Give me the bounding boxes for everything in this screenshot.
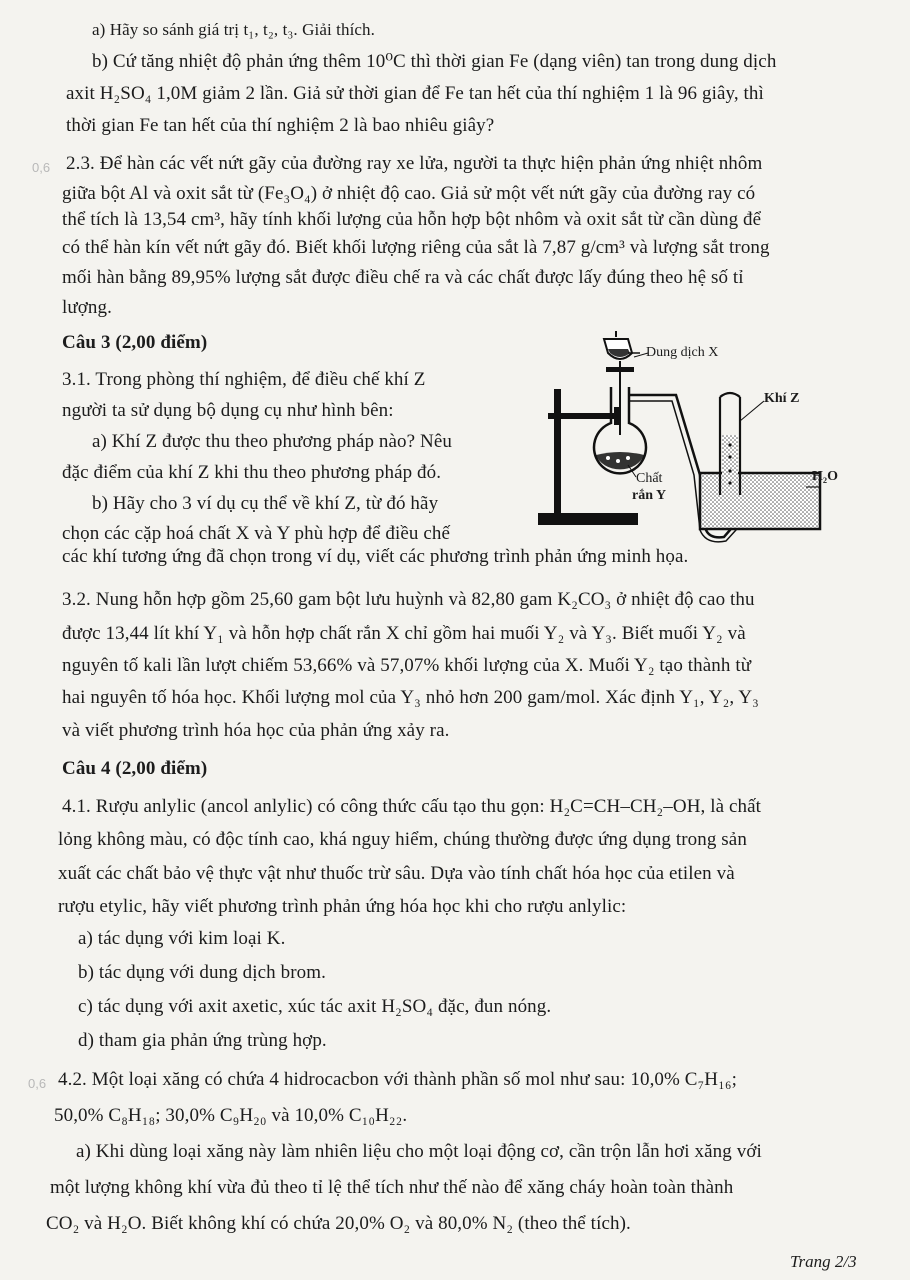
text-line: a) Khi dùng loại xăng này làm nhiên liệu cho một loại động cơ, cần trộn lẫn hơi xăng với — [76, 1141, 762, 1162]
text-line: c) tác dụng với axit axetic, xúc tác axit H₂SO₄ đặc, đun nóng. — [78, 996, 552, 1017]
text-line: giữa bột Al và oxit sắt từ (Fe₃O₄) ở nhiệt độ cao. Giả sử một vết nứt gãy của đường ray có — [62, 183, 756, 204]
text-line: b) tác dụng với dung dịch brom. — [78, 962, 326, 983]
text-line: đặc điểm của khí Z khi thu theo phương pháp đó. — [62, 462, 442, 483]
inverted-test-tube — [720, 393, 740, 495]
text-line: một lượng không khí vừa đủ theo tỉ lệ thể tích như thế nào để xăng cháy hoàn toàn thành — [50, 1177, 734, 1198]
water-trough — [700, 473, 820, 529]
section-heading: Câu 4 (2,00 điểm) — [62, 758, 208, 779]
text-line: được 13,44 lít khí Y₁ và hỗn hợp chất rắn X chỉ gồm hai muối Y₂ và Y₃. Biết muối Y₂ và — [62, 623, 746, 644]
section-heading: Câu 3 (2,00 điểm) — [62, 332, 208, 353]
text-line: b) Hãy cho 3 ví dụ cụ thể về khí Z, từ đó hãy — [92, 493, 439, 514]
text-line: rượu etylic, hãy viết phương trình phản ứng hóa học khi cho rượu anlylic: — [58, 896, 627, 917]
text-line: người ta sử dụng bộ dụng cụ như hình bên: — [62, 400, 394, 421]
text-line: 50,0% C₈H₁₈; 30,0% C₉H₂₀ và 10,0% C₁₀H₂₂. — [54, 1105, 408, 1126]
text-line: xuất các chất bảo vệ thực vật như thuốc trừ sâu. Dựa vào tính chất hóa học của etilen và — [58, 863, 735, 884]
text-line: a) Hãy so sánh giá trị t₁, t₂, t₃. Giải thích. — [92, 20, 375, 39]
text-line: 3.2. Nung hỗn hợp gồm 25,60 gam bột lưu huỳnh và 82,80 gam K₂CO₃ ở nhiệt độ cao thu — [62, 589, 755, 610]
page-number: Trang 2/3 — [790, 1252, 857, 1271]
label-solution-x: Dung dịch X — [646, 345, 719, 360]
text-line: a) tác dụng với kim loại K. — [78, 928, 286, 949]
label-solid-y-line2: rắn Y — [632, 488, 667, 503]
text-line: a) Khí Z được thu theo phương pháp nào? Nêu — [92, 431, 452, 452]
text-line: mối hàn bằng 89,95% lượng sắt được điều chế ra và các chất được lấy đúng theo hệ số tỉ — [62, 267, 744, 288]
text-line: 3.1. Trong phòng thí nghiệm, để điều chế khí Z — [62, 369, 426, 390]
label-water: H₂O — [812, 469, 838, 484]
text-line: axit H₂SO₄ 1,0M giảm 2 lần. Giả sử thời gian để Fe tan hết của thí nghiệm 1 là 96 giây, thì — [66, 83, 764, 104]
margin-mark: 0,6 — [28, 1076, 47, 1091]
text-line: thời gian Fe tan hết của thí nghiệm 2 là bao nhiêu giây? — [66, 115, 495, 136]
text-line: lỏng không màu, có độc tính cao, khá nguy hiểm, chúng thường được ứng dụng trong sản — [58, 829, 747, 850]
text-line: và viết phương trình hóa học của phản ứng xảy ra. — [62, 720, 450, 741]
clamp-arm — [548, 413, 620, 419]
text-line: CO₂ và H₂O. Biết không khí có chứa 20,0% O₂ và 80,0% N₂ (theo thể tích). — [46, 1213, 631, 1234]
text-line: 4.1. Rượu anlylic (ancol anlylic) có công thức cấu tạo thu gọn: H₂C=CH–CH₂–OH, là chất — [62, 796, 762, 817]
text-line: b) Cứ tăng nhiệt độ phản ứng thêm 10⁰C thì thời gian Fe (dạng viên) tan trong dung dịch — [92, 51, 777, 72]
gas-collection-apparatus-figure — [528, 325, 858, 547]
margin-mark: 0,6 — [32, 160, 51, 175]
stand-rod — [554, 389, 561, 515]
text-line: có thể hàn kín vết nứt gãy đó. Biết khối lượng riêng của sắt là 7,87 g/cm³ và lượng sắt trong — [62, 237, 770, 258]
dropping-funnel — [604, 331, 640, 435]
text-line: lượng. — [62, 297, 112, 318]
text-line: chọn các cặp hoá chất X và Y phù hợp để điều chế — [62, 523, 451, 544]
text-line: nguyên tố kali lần lượt chiếm 53,66% và 57,07% khối lượng của X. Muối Y₂ tạo thành từ — [62, 655, 752, 676]
text-line: d) tham gia phản ứng trùng hợp. — [78, 1030, 327, 1051]
text-line: các khí tương ứng đã chọn trong ví dụ, viết các phương trình phản ứng minh họa. — [62, 546, 689, 567]
stand-base — [538, 513, 638, 525]
label-gas-z: Khí Z — [764, 391, 800, 406]
label-solid-y-line1: Chất — [636, 471, 663, 486]
text-line: 4.2. Một loại xăng có chứa 4 hidrocacbon với thành phần số mol như sau: 10,0% C₇H₁₆; — [58, 1069, 737, 1090]
text-line: 2.3. Để hàn các vết nứt gãy của đường ray xe lửa, người ta thực hiện phản ứng nhiệt nhôm — [66, 153, 763, 174]
text-line: thể tích là 13,54 cm³, hãy tính khối lượng của hỗn hợp bột nhôm và oxit sắt từ cần dùng để — [62, 209, 762, 230]
text-line: hai nguyên tố hóa học. Khối lượng mol của Y₃ nhỏ hơn 200 gam/mol. Xác định Y₁, Y₂, Y₃ — [62, 687, 759, 708]
